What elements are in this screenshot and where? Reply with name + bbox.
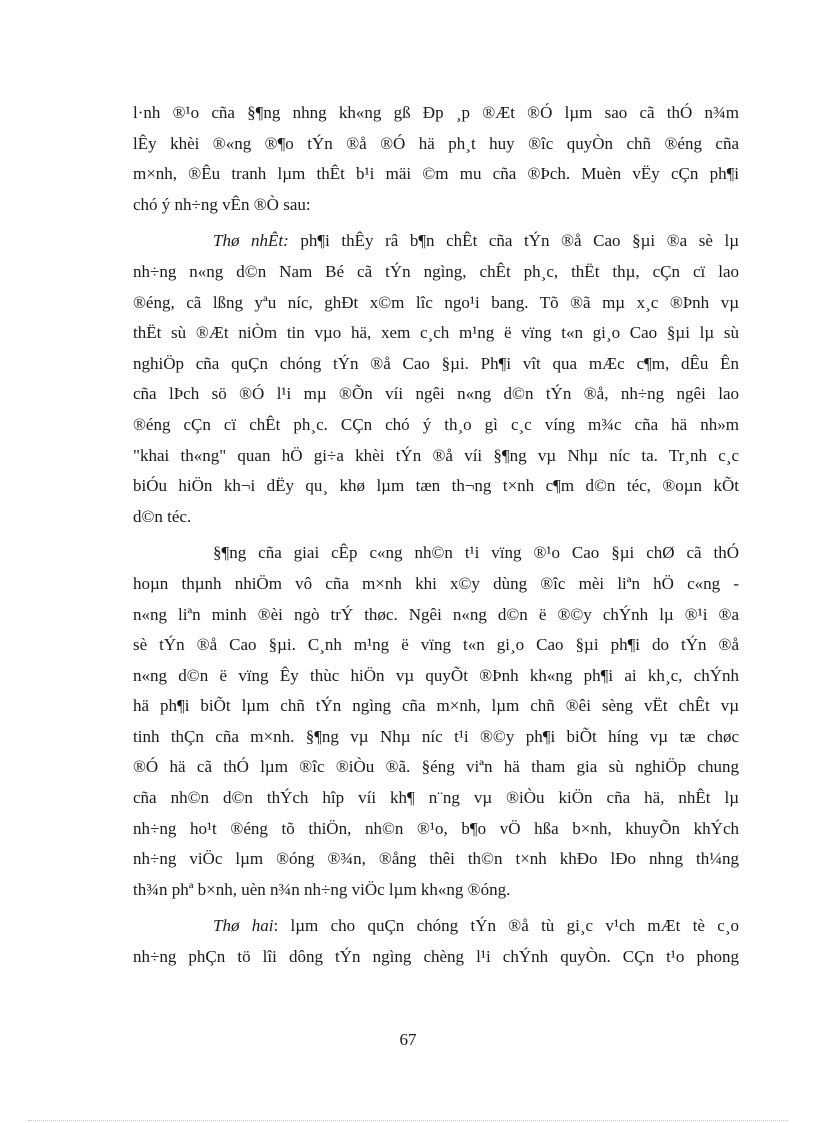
text-line: nghiÖp cña quÇn chóng tÝn ®å Cao §µi. Ph¶i vît qua mÆc c¶m, dÊu Ên (133, 353, 739, 373)
text-line: l·nh ®¹o cña §¶ng nhng kh«ng gß Ðp ¸p ®Æt ®Ó lµm sao cã thÓ n¾m (133, 103, 739, 122)
text-line: chó ý nh÷ng vÊn ®Ò sau: (133, 194, 311, 214)
text-line: hoµn thµnh nhiÖm vô cña m×nh khi x©y dùng ®îc mèi liªn hÖ c«ng - (133, 573, 739, 593)
text-line: : lµm cho quÇn chóng tÝn ®å tù gi¸c v¹ch mÆt tè c¸o (273, 916, 739, 936)
text-line: ®Ó hä cã thÓ lµm ®îc ®iÒu ®ã. §éng viªn hä tham gia sù nghiÖp chung (133, 757, 739, 777)
text-line: ph¶i thÊy râ b¶n chÊt cña tÝn ®å Cao §µi ®a sè lµ (288, 231, 739, 251)
paragraph-lead: Thø nhÊt: (213, 231, 289, 251)
body-text (133, 98, 739, 979)
paragraph-lead: Thø hai (213, 916, 274, 936)
text-line: nh÷ng ho¹t ®éng tõ thiÖn, nh©n ®¹o, b¶o vÖ hßa b×nh, khuyÕn khÝch (133, 818, 739, 838)
text-line: n«ng liªn minh ®èi ngò trÝ thøc. Ngêi n«ng d©n ë ®©y chÝnh lµ ®¹i ®a (133, 604, 739, 624)
text-line: "khai th«ng" quan hÖ gi÷a khèi tÝn ®å víi §¶ng vµ Nhµ níc ta. Tr¸nh c¸c (133, 445, 739, 465)
page-number: 67 (399, 1030, 417, 1049)
text-line: cña nh©n d©n thÝch hîp víi kh¶ n¨ng vµ ®iÒu kiÖn cña hä, nhÊt lµ (133, 788, 739, 808)
text-line: §¶ng cña giai cÊp c«ng nh©n t¹i vïng ®¹o Cao §µi chØ cã thÓ (213, 543, 739, 563)
text-line: lÊy khèi ®«ng ®¶o tÝn ®å ®Ó hä ph¸t huy ®îc quyÒn chñ ®éng cña (133, 133, 739, 153)
text-line: d©n téc. (133, 506, 192, 526)
paragraph-4 (133, 911, 739, 972)
text-line-with-lead (213, 911, 739, 942)
text-line: sè tÝn ®å Cao §µi. C¸nh m¹ng ë vïng t«n gi¸o Cao §µi ph¶i do tÝn ®å (133, 635, 739, 655)
text-line: hä ph¶i biÕt lµm chñ tÝn ngìng cña m×nh, lµm chñ ®êi sèng vËt chÊt vµ (133, 696, 739, 716)
text-line: biÓu hiÖn kh¬i dËy qu¸ khø lµm tæn th¬ng t×nh c¶m d©n téc, ®oµn kÕt (133, 476, 739, 496)
text-line: cña lÞch sö ®Ó l¹i mµ ®Õn víi ngêi n«ng d©n tÝn ®å, nh÷ng ngêi lao (133, 384, 739, 404)
paragraph-2 (133, 226, 739, 532)
text-line: nh÷ng viÖc lµm ®óng ®¾n, ®ång thêi th©n t×nh khÐo lÐo nhng th¼ng (133, 849, 739, 869)
text-line: n«ng d©n ë vïng Êy thùc hiÖn vµ quyÕt ®Þnh kh«ng ph¶i ai kh¸c, chÝnh (133, 665, 739, 685)
page-bottom-divider (28, 1120, 788, 1121)
text-line-with-lead (213, 226, 739, 257)
text-line: ®éng, cã lßng yªu níc, ghÐt x©m lîc ngo¹i bang. Tõ ®ã mµ x¸c ®Þnh vµ (133, 292, 739, 312)
text-line: ®éng cÇn cï chÊt ph¸c. CÇn chó ý th¸o gì c¸c víng m¾c cña hä nh»m (133, 414, 739, 434)
text-line: nh÷ng phÇn tö lîi dông tÝn ngìng chèng l¹i chÝnh quyÒn. CÇn t¹o phong (133, 947, 739, 967)
paragraph-3 (133, 538, 739, 905)
text-line: th¾n phª b×nh, uèn n¾n nh÷ng viÖc lµm kh«ng ®óng. (133, 879, 511, 899)
text-line: tinh thÇn cña m×nh. §¶ng vµ Nhµ níc t¹i ®©y ph¶i biÕt híng vµ tæ chøc (133, 726, 739, 746)
text-line: thËt sù ®Æt niÒm tin vµo hä, xem c¸ch m¹ng ë vïng t«n gi¸o Cao §µi lµ sù (133, 323, 739, 343)
text-line: m×nh, ®Êu tranh lµm thÊt b¹i mäi ©m mu cña ®Þch. Muèn vËy cÇn ph¶i (133, 164, 739, 184)
text-line: nh÷ng n«ng d©n Nam Bé cã tÝn ngìng, chÊt ph¸c, thËt thµ, cÇn cï lao (133, 261, 739, 281)
paragraph-1 (133, 98, 739, 220)
